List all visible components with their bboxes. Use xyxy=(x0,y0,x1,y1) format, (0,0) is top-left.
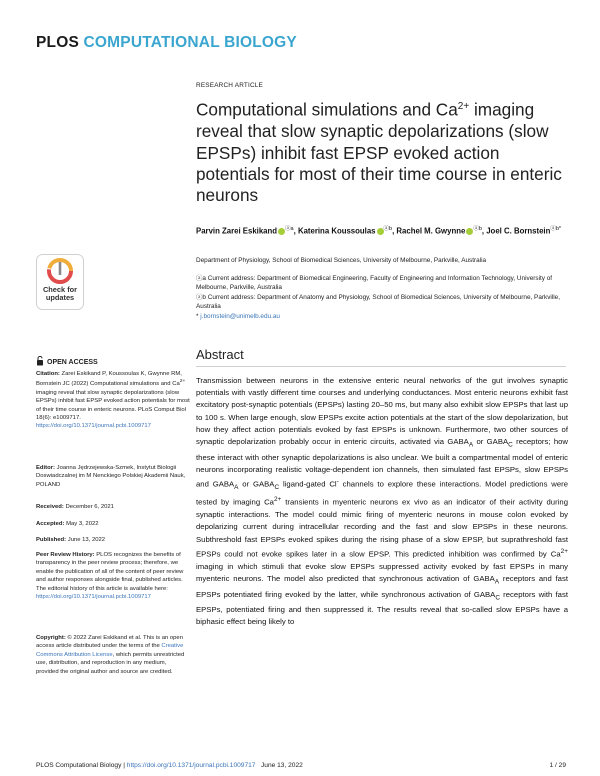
published-date: Published: June 13, 2022 xyxy=(36,537,106,543)
journal-name: COMPUTATIONAL BIOLOGY xyxy=(83,34,297,51)
abstract-heading: Abstract xyxy=(196,347,244,362)
received-date: Received: December 6, 2021 xyxy=(36,504,114,510)
author-name[interactable]: Katerina Koussoulas xyxy=(297,226,376,236)
abstract-divider xyxy=(196,366,566,367)
corresponding-email: * j.bornstein@unimelb.edu.au xyxy=(196,313,280,320)
footer-date: June 13, 2022 xyxy=(260,762,303,769)
journal-masthead xyxy=(36,34,297,52)
author-list: Parvin Zarei Eskikand $^{ⓐa}$, Katerina Koussoulas $^{ⓐb}$, Rachel M. Gwynne $^{ⓐb}$, Joel C. Bornstein$^{ⓐb*}$ xyxy=(196,226,562,236)
affiliation-dept: Department of Physiology, School of Biomedical Sciences, University of Melbourne, Parkville, Australia xyxy=(196,257,487,264)
copyright-block: Copyright: © 2022 Zarei Eskikand et al. This is an open access article distributed under the terms of the Creative Commons Attribution License, which permits unrestricted use, distribution, and reproduction in any medium, provided the original author and source are credited. xyxy=(36,635,185,675)
open-lock-icon xyxy=(36,356,44,366)
peer-review-link[interactable]: https://doi.org/10.1371/journal.pcbi.1009717 xyxy=(36,594,151,601)
accepted-date: Accepted: May 3, 2022 xyxy=(36,521,99,527)
check-for-updates-label: Check for updates xyxy=(42,285,78,303)
article-title: Computational simulations and $Ca^{2+}$ imaging reveal that slow synaptic depolarizations (slow EPSPs) inhibit fast EPSP evoked action potentials for most of their time course in enteric neurons xyxy=(196,99,562,206)
license-link[interactable]: Creative Commons Attribution License xyxy=(36,643,184,658)
page-number: 1 / 29 xyxy=(549,762,566,769)
footer-doi-link[interactable]: https://doi.org/10.1371/journal.pcbi.1009717 xyxy=(126,762,256,769)
orcid-icon[interactable] xyxy=(377,228,384,235)
abstract-text: Transmission between neurons in the extensive enteric neural networks of the gut involves synaptic potentials with vastly different time courses and underlying conductances. Most enteric neurons exhibit fast excitatory post-synaptic potentials (EPSPs) lasting 20–50 ms, but many also exhibit slow EPSPs that last up to 100 s. When large enough, slow EPSPs excite action potentials at the start of the slow depolarization, but how they affect action potentials evoked by fast EPSPs is unknown. Furthermore, two other sources of synaptic depolarization probably occur in enteric circuits, activated via $GABA_A$ or $GABA_C$ receptors; how these interact with other synaptic depolarizations is also unclear. We built a compartmental model of enteric neurons incorporating realistic voltage-dependent ion channels, then simulated fast EPSPs, slow EPSPs and $GABA_A$ or $GABA_C$ ligand-gated Cl- channels to explore these interactions. Model predictions were tested by imaging $Ca^{2+}$ transients in myenteric neurons ex vivo as an indicator of their activity during synaptic interactions. The model could mimic firing of myenteric neurons in mouse colon evoked by depolarizing current during intracellular recording and the fast and slow EPSPs in these neurons. Subthreshold fast EPSPs evoked spikes during the rising phase of a slow EPSP, but suprathreshold fast EPSPs could not evoke spikes later in a slow EPSP. This predicted inhibition was confirmed by $Ca^{2+}$ imaging in which stimuli that evoke slow EPSPs suppressed activity evoked by fast EPSPs in many myenteric neurons. The model also predicted that synchronous activation of $GABA_A$ receptors and fast EPSPs potentiated firing evoked by the latter, while synchronous activation of $GABA_C$ receptors with fast EPSPs, potentiated firing and then suppressed it. The results reveal that so-called slow EPSPs have a biphasic effect being likely to xyxy=(196,376,569,627)
author-name[interactable]: Parvin Zarei Eskikand xyxy=(196,226,278,236)
affiliation-b: ⓐb Current address: Department of Anatomy and Physiology, School of Biomedical Sciences, University of Melbourne, Parkville, Australia xyxy=(196,294,560,310)
journal-plos: PLOS xyxy=(36,34,80,51)
open-access-label: OPEN ACCESS xyxy=(36,356,98,366)
orcid-icon[interactable] xyxy=(278,228,285,235)
author-name[interactable]: Rachel M. Gwynne xyxy=(396,226,466,236)
email-link[interactable]: j.bornstein@unimelb.edu.au xyxy=(200,313,280,320)
editor-block: Editor: Joanna Jędrzejewska-Szmek, Instytut Biologii Doswiadczalnej im M Nenckiego Polskiej Akademii Nauk, POLAND xyxy=(36,465,186,488)
peer-review-block: Peer Review History: PLOS recognizes the benefits of transparency in the peer review process; therefore, we enable the publication of all of the content of peer review and author responses alongside final, published articles. The editorial history of this article is available here: https://doi.org/10.1371/journal.pcbi.1009717 xyxy=(36,552,184,601)
article-type: RESEARCH ARTICLE xyxy=(196,82,264,89)
footer-journal: PLOS Computational Biology xyxy=(36,762,122,769)
page-footer: PLOS Computational Biology | https://doi.org/10.1371/journal.pcbi.1009717 June 13, 2022 1 / 29 xyxy=(36,762,566,769)
citation-doi-link[interactable]: https://doi.org/10.1371/journal.pcbi.1009717 xyxy=(36,423,151,430)
affiliation-a: ⓐa Current address: Department of Biomedical Engineering, Faculty of Engineering and Information Technology, University of Melbourne, Parkville, Australia xyxy=(196,275,553,291)
citation-block: Citation: Zarei Eskikand P, Koussoulas K, Gwynne RM, Bornstein JC (2022) Computational simulations and $Ca^{2+}$ imaging reveal that slow synaptic depolarizations (slow EPSPs) inhibit fast EPSP evoked action potentials for most of their time course in enteric neurons. PLoS Comput Biol 18(6): e1009717. https://doi.org/10.1371/journal.pcbi.1009717 xyxy=(36,371,190,430)
author-name[interactable]: Joel C. Bornstein xyxy=(486,226,551,236)
